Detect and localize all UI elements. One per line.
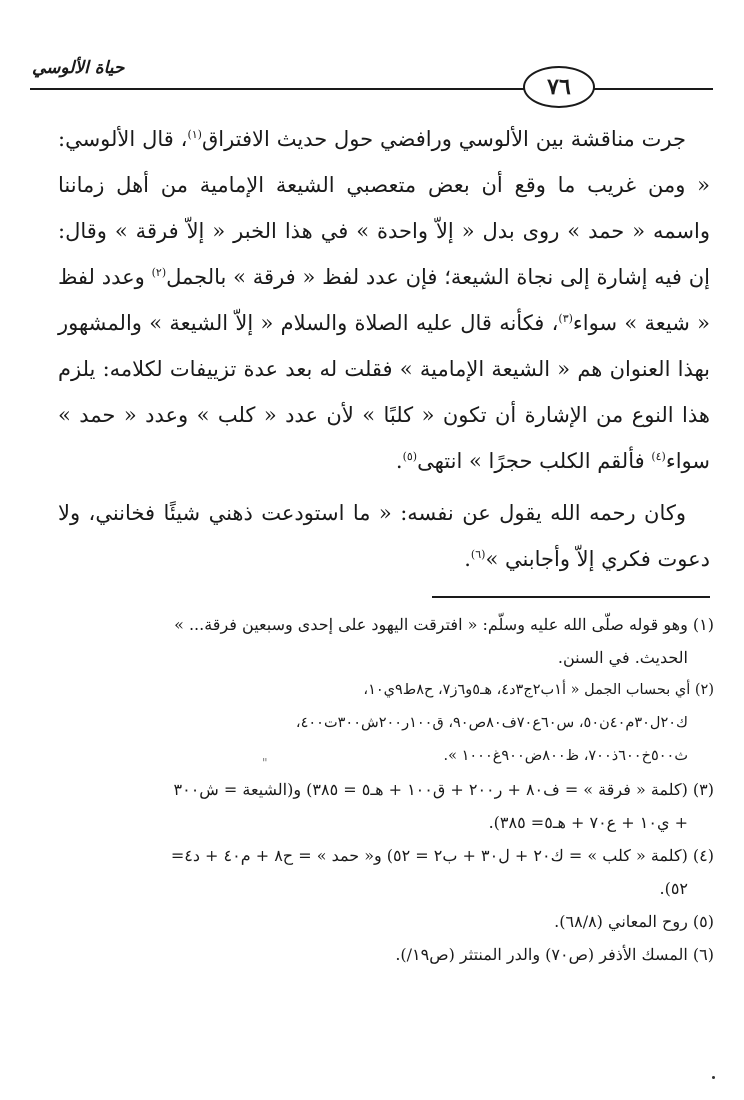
footnote-3: (٣) (كلمة « فرقة » = ف٨٠ + ر٢٠٠ + ق١٠٠ + هـ٥ = ٣٨٥) و(الشيعة = ش٣٠٠ — [173, 780, 714, 799]
footnote-4: (٤) (كلمة « كلب » = ك٢٠ + ل٣٠ + ب٢ = ٥٢) و« حمد » = ح٨ + م٤٠ + د٤= — [170, 846, 714, 865]
footnote-1-cont: الحديث. في السنن. — [557, 648, 688, 667]
header-rule — [30, 88, 713, 90]
corner-dot — [712, 1076, 715, 1079]
text-segment: فألقم الكلب حجرًا » انتهى — [417, 449, 652, 473]
footnote-2-cont: ك٢٠ل٣٠م٤٠ن٥٠، س٦٠ع٧٠ف٨٠ص٩٠، ق١٠٠ر٢٠٠ش٣٠٠ت٤٠٠، — [295, 715, 688, 731]
footnote-3-cont: + ي١٠ + ع٧٠ + هـ٥= ٣٨٥). — [488, 813, 688, 832]
footnotes — [30, 608, 714, 971]
text-segment: . — [395, 449, 403, 473]
text-segment: ، فكأنه قال عليه الصلاة والسلام « إلاّ الشيعة » والمشهور بهذا العنوان هم « الشيعة الإمامية » فقلت له بعد عدة تزييفات لكلامه: يلزم هذا النوع من الإشارة أن تكون « كلبًا » لأن عدد « كلب » وعدد « حمد » سواء — [58, 311, 710, 473]
page-number: ٧٦ — [547, 74, 571, 100]
footnote-1: (١) وهو قوله صلّى الله عليه وسلّم: « افترقت اليهود على إحدى وسبعين فرقة... » — [174, 615, 714, 634]
marginal-mark: " — [262, 756, 268, 770]
text-segment: ، قال الألوسي: « ومن غريب ما وقع أن بعض متعصبي الشيعة الإمامية من أهل زماننا واسمه « حمد » روى بدل « إلاّ واحدة » في هذا الخبر « إلاّ فرقة » وقال: إن فيه إشارة إلى نجاة الشيعة؛ فإن عدد لفظ « فرقة » بالجمل — [58, 127, 710, 289]
text-segment: وكان رحمه الله يقول عن نفسه: « ما استودعت ذهني شيئًا فخانني، ولا دعوت فكري إلاّ وأجابني » — [58, 501, 710, 571]
paragraph-debate — [58, 116, 710, 484]
footnote-ref-6: (٦) — [470, 548, 486, 561]
main-text — [58, 116, 710, 582]
page-number-badge — [523, 66, 595, 108]
footnote-4-cont: ٥٢). — [659, 879, 688, 898]
footnote-ref-1: (١) — [187, 128, 202, 141]
footnote-ref-4: (٤) — [651, 450, 666, 463]
footnote-ref-2: (٢) — [151, 266, 167, 279]
footnote-2: (٢) أي بحساب الجمل « أ١ب٢ج٣د٤، هـ٥و٦ز٧، ح٨ط٩ي١٠، — [363, 682, 714, 698]
footnote-6: (٦) المسك الأذفر (ص٧٠) والدر المنتثر (ص١٩/). — [395, 945, 714, 964]
paragraph-memory — [58, 490, 710, 582]
text-segment: وعدد لفظ « شيعة » سواء — [58, 265, 710, 335]
text-segment: جرت مناقشة بين الألوسي ورافضي حول حديث الافتراق — [201, 127, 686, 151]
footnote-5: (٥) روح المعاني (٦٨/٨). — [554, 912, 714, 931]
footnote-2-cont: ث٥٠٠خ٦٠٠ذ٧٠٠، ظ٨٠٠ض٩٠٠غ١٠٠٠ ». — [443, 748, 688, 764]
footnote-ref-5: (٥) — [402, 450, 418, 463]
running-title: حياة الألوسي — [32, 58, 125, 78]
footnote-ref-3: (٣) — [558, 312, 573, 325]
footnote-separator — [432, 596, 710, 598]
text-segment: . — [464, 547, 471, 571]
